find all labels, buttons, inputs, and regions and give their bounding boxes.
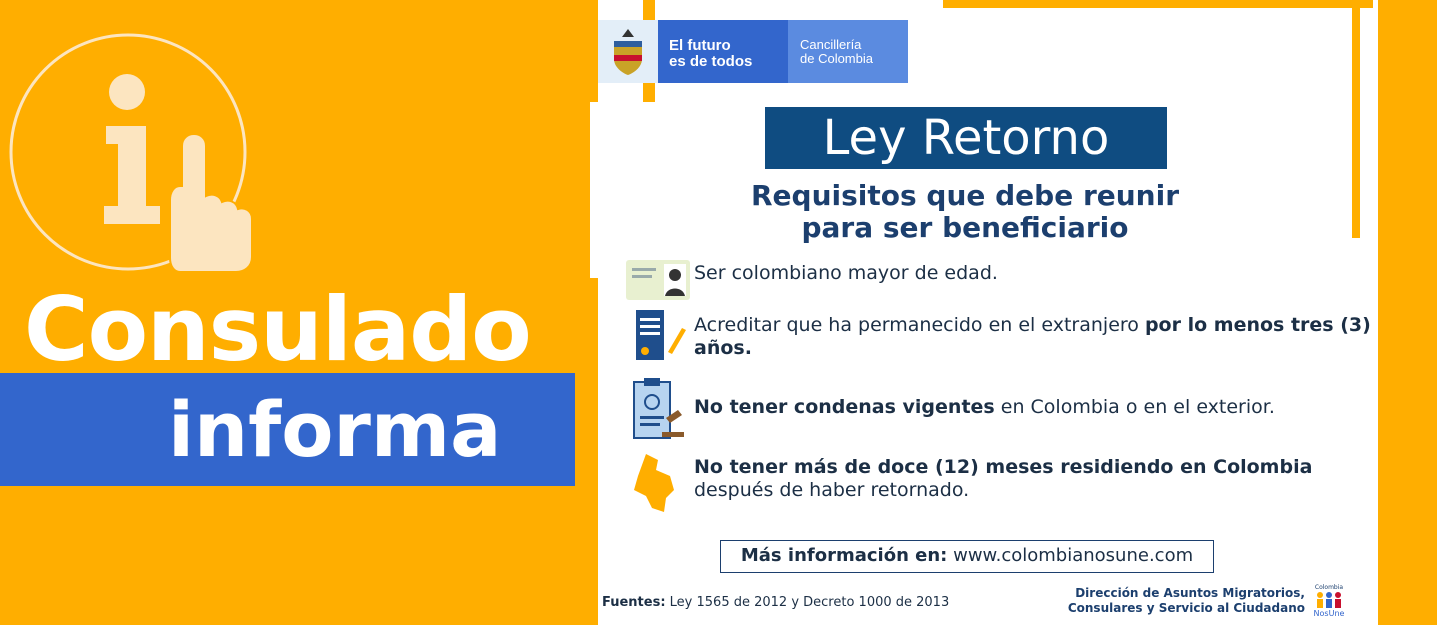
colombia-map-icon: [626, 452, 694, 514]
org-name: Cancillería de Colombia: [788, 20, 908, 83]
justice-icon: [626, 378, 694, 442]
slogan: El futuro es de todos: [658, 20, 788, 83]
deco-left: [590, 278, 598, 625]
right-strip: [1378, 0, 1437, 625]
requirement-item: [626, 452, 1312, 514]
more-info-label: Más información en:: [740, 545, 948, 566]
deco-right: [1352, 0, 1360, 238]
more-info-url[interactable]: www.colombianosune.com: [953, 545, 1194, 566]
document-icon: [626, 310, 694, 362]
coat-of-arms-icon: [598, 20, 658, 83]
more-info-box: [720, 540, 1214, 573]
id-card-icon: [626, 258, 694, 310]
requirement-item: [626, 378, 1275, 442]
colombia-nos-une-logo: [1312, 583, 1346, 619]
sources: Fuentes: Ley 1565 de 2012 y Decreto 1000 de 2013: [602, 595, 950, 610]
info-hand-icon: [0, 0, 300, 290]
deco-top: [943, 0, 1373, 8]
poster-subtitle: Requisitos que debe reunir para ser beneficiario: [750, 179, 1180, 244]
cancilleria-logo: [598, 20, 908, 83]
left-panel: [0, 0, 575, 625]
svg-text:Colombia: Colombia: [1314, 584, 1344, 591]
svg-text:NosUne: NosUne: [1313, 609, 1345, 618]
poster-title: Ley Retorno: [765, 107, 1167, 169]
requirement-text: No tener más de doce (12) meses residiendo en Colombia después de haber retornado.: [694, 456, 1313, 501]
headline-subtitle: informa: [168, 385, 502, 474]
requirement-text: Acreditar que ha permanecido en el extranjero por lo menos tres (3) años.: [694, 314, 1371, 359]
requirement-text: No tener condenas vigentes en Colombia o en el exterior.: [694, 396, 1275, 418]
poster: [590, 0, 1378, 625]
requirement-item: [626, 310, 1378, 362]
direction-name: Dirección de Asuntos Migratorios, Consulares y Servicio al Ciudadano: [1067, 586, 1305, 615]
requirement-text: Ser colombiano mayor de edad.: [694, 262, 998, 284]
headline-title: Consulado: [24, 278, 531, 381]
requirement-item: [626, 258, 998, 310]
